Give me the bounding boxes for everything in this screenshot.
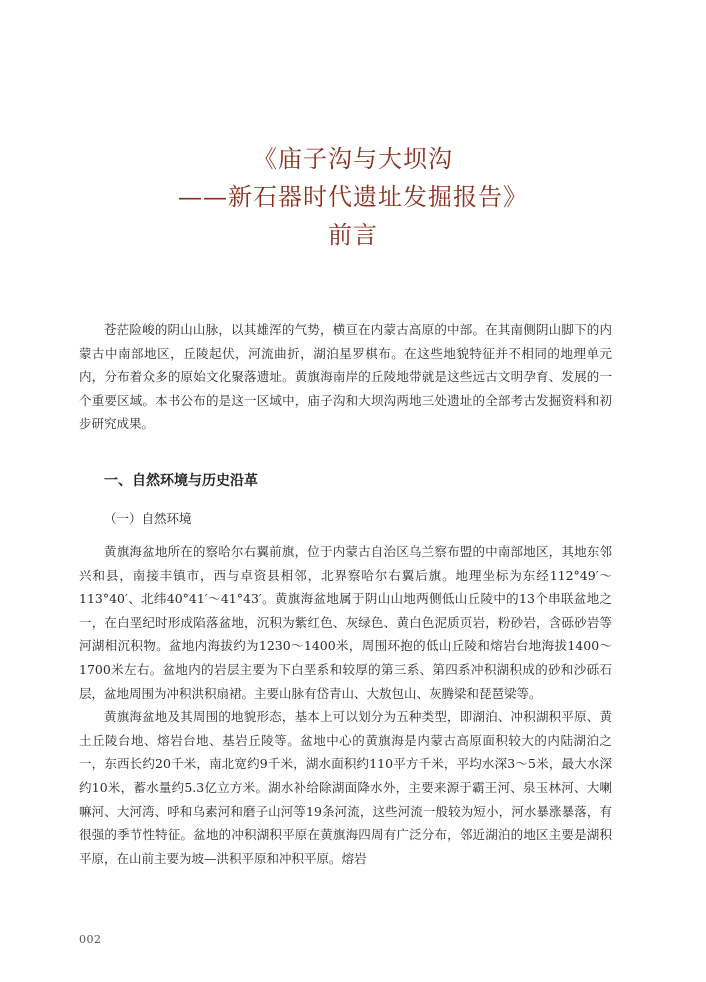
intro-paragraph: 苍茫险峻的阴山山脉，以其雄浑的气势，横亘在内蒙古高原的中部。在其南侧阴山脚下的内蒙古中南部地区，丘陵起伏，河流曲折，湖泊星罗棋布。在这些地貌特征并不相同的地理单元内，分布着众多的原始文化聚落遗址。黄旗海南岸的丘陵地带就是这些远古文明孕育、发展的一个重要区域。本书公布的是这一区域中，庙子沟和大坝沟两地三处遗址的全部考古发掘资料和初步研究成果。: [79, 322, 612, 432]
title-line-3: 前言: [328, 221, 378, 249]
body-paragraph-2: 黄旗海盆地及其周围的地貌形态，基本上可以划分为五种类型，即湖泊、冲积湖积平原、黄土丘陵台地、熔岩台地、基岩丘陵等。盆地中心的黄旗海是内蒙古高原面积较大的内陆湖泊之一，东西长约20千米，南北宽约9千米，湖水面积约110平方千米，平均水深3～5米，最大水深约10米，蓄水量约5.3亿立方米。湖水补给除湖面降水外，主要来源于霸王河、泉玉林河、大喇嘛河、大河湾、呼和乌素河和磨子山河等19条河流，这些河流一般较为短小，河水暴涨暴落，有很强的季节性特征。盆地的冲积湖积平原在黄旗海四周有广泛分布，邻近湖泊的地区主要是湖积平原，在山前主要为坡—洪积平原和冲积平原。熔岩: [79, 709, 612, 866]
title-line-1: 《庙子沟与大坝沟: [253, 145, 453, 173]
page-number: 002: [79, 933, 102, 946]
body-paragraph-1: 黄旗海盆地所在的察哈尔右翼前旗，位于内蒙古自治区乌兰察布盟的中南部地区，其地东邻兴和县，南接丰镇市，西与卓资县相邻，北界察哈尔右翼后旗。地理坐标为东经112°49′～113°40′、北纬40°41′～41°43′。黄旗海盆地属于阴山山地两侧低山丘陵中的13个串联盆地之一，在白垩纪时形成陷落盆地，沉积为紫红色、灰绿色、黄白色泥质页岩，粉砂岩，含砾砂岩等河湖相沉积物。盆地内海拔约为1230～1400米，周围环抱的低山丘陵和熔岩台地海拔1400～1700米左右。盆地内的岩层主要为下白垩系和较厚的第三系、第四系冲积湖积成的砂和沙砾石层，盆地周围为冲积洪积扇裙。主要山脉有岱青山、大敖包山、灰腾梁和琵琶梁等。: [79, 544, 612, 701]
section-heading: 一、自然环境与历史沿革: [104, 473, 258, 489]
section-body: [79, 540, 612, 870]
subsection-heading: （一）自然环境: [104, 511, 192, 526]
intro-section: [79, 318, 612, 436]
title-line-2: ——新石器时代遗址发掘报告》: [178, 183, 528, 211]
document-title: [0, 140, 706, 254]
